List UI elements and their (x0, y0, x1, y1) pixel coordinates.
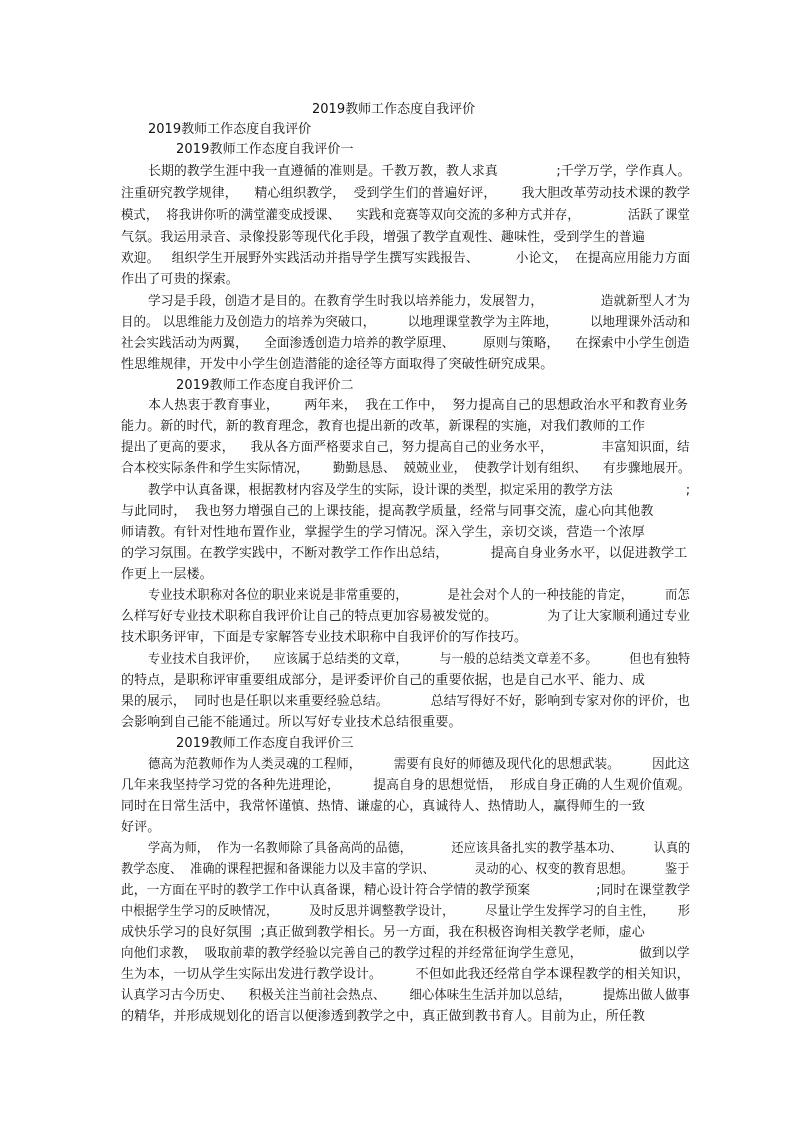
section-heading: 2019教师工作态度自我评价二 (176, 378, 354, 393)
text-line: 专业技术职称对各位的职业来说是非常重要的， 是社会对个人的一种技能的肯定， 而怎 (148, 588, 690, 603)
text-line: 会影响到自己能不能通过。所以写好专业技术总结很重要。 (121, 715, 462, 730)
text-line: 此，一方面在平时的教学工作中认真备课，精心设计符合学情的教学预案 ;同时在课堂教学 (121, 883, 691, 898)
text-line: 作出了可贵的探索。 (121, 272, 239, 287)
text-line: 同时在日常生活中，我常怀谨慎、热情、谦虚的心，真诚待人、热情助人，赢得师生的一致 (121, 799, 646, 814)
text-line: 德高为范教师作为人类灵魂的工程师， 需要有良好的师德及现代化的思想武装。 因此这 (148, 757, 690, 772)
text-line: 作更上一层楼。 (121, 567, 213, 582)
text-line: 生为本，一切从学生实际出发进行教学设计。 不但如此我还经常自学本课程教学的相关知识， (121, 967, 690, 982)
text-line: 中根据学生学习的反映情况， 及时反思并调整教学设计， 尽量让学生发挥学习的自主性， 形 (121, 904, 690, 919)
text-line: 模式， 将我讲你听的满堂灌变成授课、 实践和竞赛等双向交流的多种方式并存， 活跃了课堂 (121, 208, 690, 223)
text-line: 性思维规律，开发中小学生创造潜能的途径等方面取得了突破性研究成果。 (121, 357, 554, 372)
text-line: 长期的教学生涯中我一直遵循的准则是。千教万教，教人求真 ;千学万学，学作真人。 (148, 164, 691, 179)
text-line: 与此同时， 我也努力增强自己的上课技能，提高教学质量，经常与同事交流，虚心向其他教 (121, 504, 654, 519)
text-line: 向他们求教， 吸取前辈的教学经验以完善自己的教学过程的并经常征询学生意见， 做到以学 (121, 946, 690, 961)
text-line: 么样写好专业技术职称自我评价让自己的特点更加容易被发觉的。 为了让大家顺利通过专业 (121, 609, 691, 624)
text-line: 学习是手段，创造才是目的。在教育学生时我以培养能力，发展智力， 造就新型人才为 (148, 294, 691, 309)
text-line: 果的展示， 同时也是任职以来重要经验总结。 总结写得好不好，影响到专家对你的评价，也 (121, 694, 691, 709)
text-line: 的学习氛围。在教学实践中，不断对教学工作作出总结， 提高自身业务水平，以促进教学工 (121, 546, 688, 561)
text-line: 欢迎。 组织学生开展野外实践活动并指导学生撰写实践报告、 小论文， 在提高应用能力方面 (121, 251, 691, 266)
text-line: 认真学习古今历史、 积极关注当前社会热点、 细心体味生生活并加以总结， 提炼出做人做事 (121, 988, 690, 1003)
text-line: 的特点，是职称评审重要组成部分，是评委评价自己的重要依据，也是自己水平、能力、成 (121, 673, 646, 688)
section-heading: 2019教师工作态度自我评价一 (176, 142, 354, 157)
text-line: 师请教。有针对性地布置作业，掌握学生的学习情况。深入学生，亲切交谈，营造一个浓厚 (121, 525, 646, 540)
text-line: 目的。 以思维能力及创造力的培养为突破口， 以地理课堂教学为主阵地， 以地理课外活动和 (121, 315, 691, 330)
text-line: 好评。 (121, 820, 161, 835)
text-line: 学高为师， 作为一名教师除了具备高尚的品德， 还应该具备扎实的教学基本功、 认真的 (148, 841, 691, 856)
text-line: 成快乐学习的良好氛围 ;真正做到教学相长。另一方面，我在积极咨询相关教学老师，虚心 (121, 925, 645, 940)
text-line: 专业技术自我评价， 应该属于总结类的文章， 与一般的总结类文章差不多。 但也有独特 (148, 652, 691, 667)
text-line: 气氛。我运用录音、录像投影等现代化手段，增强了教学直观性、趣味性，受到学生的普遍 (121, 230, 646, 245)
text-line: 本人热衷于教育事业， 两年来， 我在工作中， 努力提高自己的思想政治水平和教育业务 (148, 398, 689, 413)
text-line: 教学态度、 准确的课程把握和备课能力以及丰富的学识、 灵动的心、权变的教育思想。 鉴于 (121, 862, 690, 877)
text-line: 几年来我坚持学习党的各种先进理论， 提高自身的思想觉悟， 形成自身正确的人生观价值观。 (121, 778, 691, 793)
text-line: 教学中认真备课，根据教材内容及学生的实际，设计课的类型，拟定采用的教学方法 ; (148, 483, 691, 498)
text-line: 提出了更高的要求， 我从各方面严格要求自己，努力提高自己的业务水平， 丰富知识面，结 (121, 440, 690, 455)
text-line: 技术职务评审，下面是专家解答专业技术职称中自我评价的写作技巧。 (121, 630, 528, 645)
text-line: 的精华，并形成规划化的语言以便渗透到教学之中，真正做到教书育人。目前为止，所任教 (121, 1009, 646, 1024)
text-line: 合本校实际条件和学生实际情况， 勤勤恳恳、 兢兢业业， 使教学计划有组织、 有步骤地展开。 (121, 461, 691, 476)
text-line: 能力。新的时代，新的教育理念，教育也提出新的改革，新课程的实施，对我们教师的工作 (121, 419, 646, 434)
text-line: 注重研究教学规律， 精心组织教学， 受到学生们的普遍好评， 我大胆改革劳动技术课的教学 (121, 186, 691, 201)
text-line: 社会实践活动为两翼， 全面渗透创造力培养的教学原理、 原则与策略， 在探索中小学生创造 (121, 336, 690, 351)
document-title: 2019教师工作态度自我评价 (312, 102, 476, 117)
document-subtitle: 2019教师工作态度自我评价 (148, 122, 312, 137)
section-heading: 2019教师工作态度自我评价三 (176, 736, 354, 751)
